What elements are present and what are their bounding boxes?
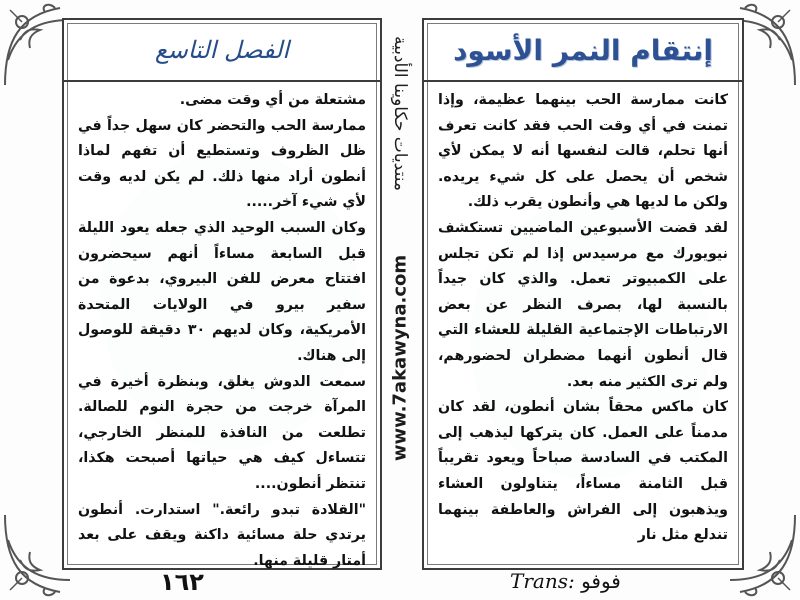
translator-label: Trans: xyxy=(510,569,575,593)
chapter-heading: الفصل التاسع xyxy=(154,36,290,64)
right-page-text xyxy=(438,88,728,562)
paragraph: مشتعلة من أي وقت مضى. xyxy=(179,92,366,108)
paragraph: وكان السبب الوحيد الذي جعله يعود الليلة قبل السابعة مساءاً أنهم سيحضرون افتتاح معرض للفن البيروي، بدعوة من سفير بيرو في الولايات المتحدة الأمريكية، وكان لديهم ٣٠ دقيقة للوصول إلى هناك. xyxy=(78,219,366,364)
website-link[interactable]: www.7akawyna.com xyxy=(389,254,411,462)
left-page xyxy=(62,18,382,570)
translator-name: فوفو xyxy=(581,569,621,593)
forum-name: منتديات حكاوينا الأدبية xyxy=(390,36,410,191)
paragraph: سمعت الدوش يغلق، وبنظرة أخيرة في المرآة خرجت من حجرة النوم للصالة. تطلعت من النافذة للمنظر الخارجي، تتساءل كيف هي حياتها أصبحت هكذا، تنتظر أنطون.... xyxy=(78,373,366,492)
right-page xyxy=(422,18,744,570)
paragraph: كان ماكس محقاً بشان أنطون، لقد كان مدمناً على العمل. كان يتركها ليذهب إلى المكتب في السادسة صباحاً ويعود تقريباً قبل الثامنة مساءاً، يتناولون العشاء ويذهبون إلى الفراش والعاطفة بينهما تندلع مثل نار xyxy=(438,399,728,544)
book-spine xyxy=(380,18,420,566)
left-page-text xyxy=(78,88,366,569)
translator-credit xyxy=(510,569,621,593)
paragraph: ممارسة الحب والتحضر كان سهل جداً في ظل الظروف وتستطيع أن تفهم لماذا أنطون أراد منها ذلك. لم يكن لديه وقت لأي شيء آخر..... xyxy=(78,117,366,211)
book-title: إنتقام النمر الأسود xyxy=(453,33,713,67)
page-number: ١٦٢ xyxy=(160,568,204,596)
paragraph: كانت ممارسة الحب بينهما عظيمة، وإذا تمنت في أي وقت الحب فقد كانت تعرف أنها تحلم، قالت لنفسها أنه لا يمكن لأي شخص أن يحصل على كل شيء يريده. ولكن ما لديها هي وأنطون يقرب ذلك. xyxy=(438,92,728,211)
left-page-header xyxy=(64,20,380,82)
paragraph: لقد قضت الأسبوعين الماضيين تستكشف نيويورك مع مرسيدس إذا لم تكن تجلس على الكمبيوتر تعمل. والذي كان جيداً بالنسبة لها، بصرف النظر عن بعض الارتباطات الإجتماعية القليلة للعشاء التي قال أنطون أنهما مضطران لحضورهم، ولم ترى الكثير منه بعد. xyxy=(438,219,728,390)
paragraph: "القلادة تبدو رائعة." استدارت. أنطون يرتدي حلة مسائية داكنة ويقف على بعد أمتار قليلة منها. xyxy=(78,501,366,569)
right-page-header xyxy=(424,20,742,82)
